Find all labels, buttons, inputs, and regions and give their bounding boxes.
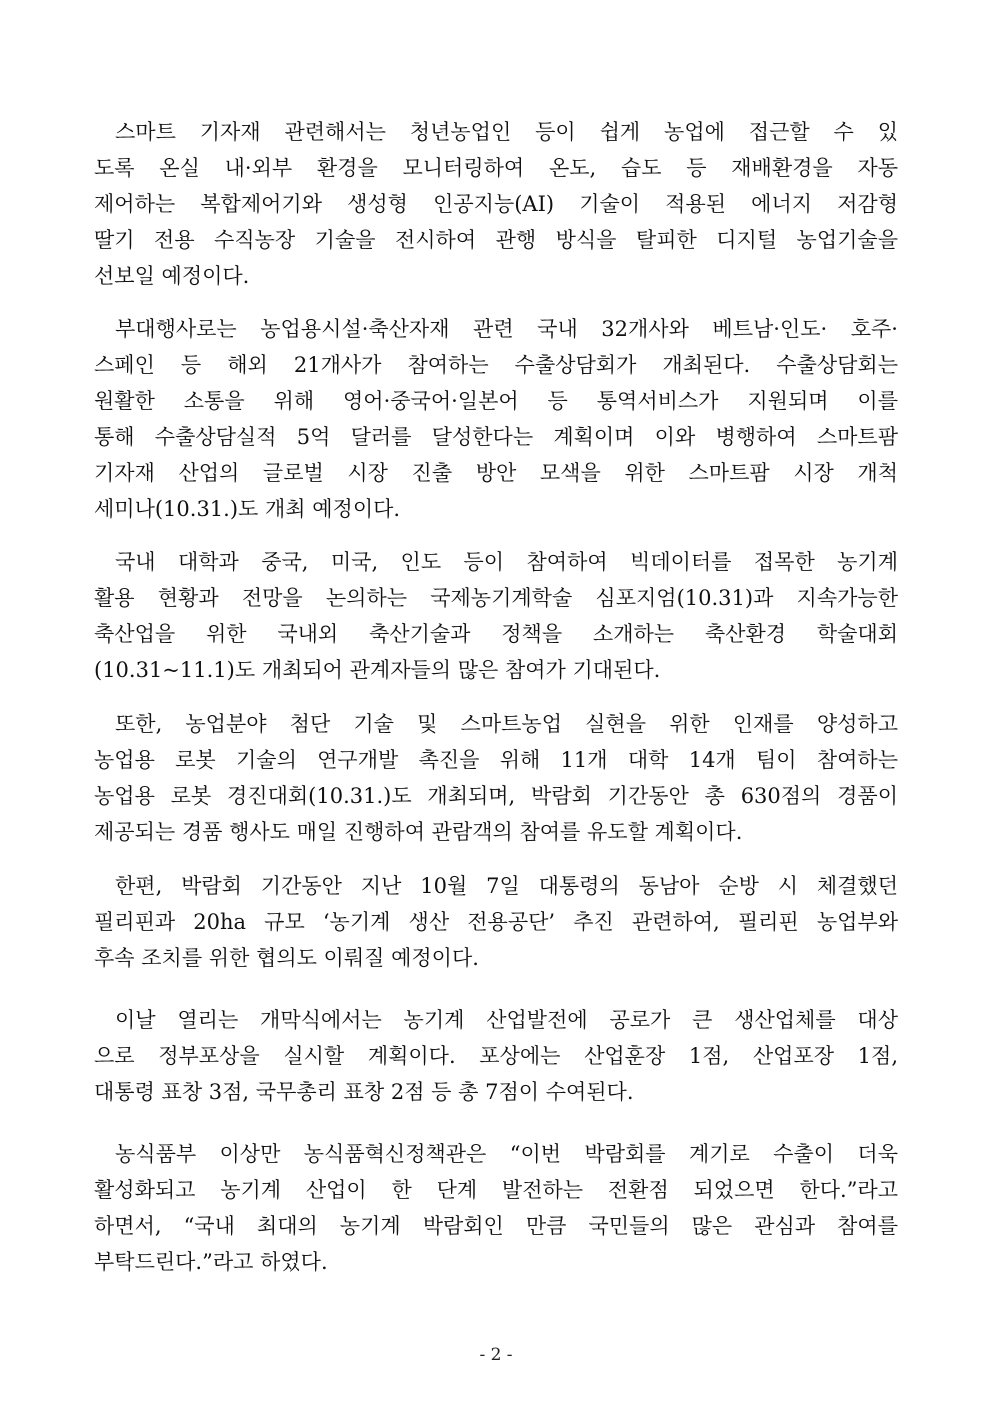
text-line: 대통령 표창 3점, 국무총리 표창 2점 등 총 7점이 수여된다. [94,1080,634,1104]
paragraph-awards [94,1002,898,1110]
text-line: 또한, 농업분야 첨단 기술 및 스마트농업 실현을 위한 인재를 양성하고 [115,712,898,736]
text-line: 농식품부 이상만 농식품혁신정책관은 “이번 박람회를 계기로 수출이 더욱 [115,1142,898,1166]
paragraph-smart-equipment [94,114,898,294]
paragraph-side-events [94,311,898,527]
text-line: 스마트 기자재 관련해서는 청년농업인 등이 쉽게 농업에 접근할 수 있 [115,120,898,144]
paragraph-robot-contest [94,706,898,850]
text-line: 스페인 등 해외 21개사가 참여하는 수출상담회가 개최된다. 수출상담회는 [94,353,898,377]
text-line: 농업용 로봇 경진대회(10.31.)도 개최되며, 박람회 기간동안 총 630점의 경품이 [94,784,898,808]
text-line: 딸기 전용 수직농장 기술을 전시하여 관행 방식을 탈피한 디지털 농업기술을 [94,228,898,252]
paragraph-quote [94,1136,898,1280]
text-line: 원활한 소통을 위해 영어·중국어·일본어 등 통역서비스가 지원되며 이를 [94,389,898,413]
text-line: 기자재 산업의 글로벌 시장 진출 방안 모색을 위한 스마트팜 시장 개척 [94,461,898,485]
text-line: 으로 정부포상을 실시할 계획이다. 포상에는 산업훈장 1점, 산업포장 1점, [94,1044,898,1068]
text-line: 선보일 예정이다. [94,264,250,288]
text-line: 이날 열리는 개막식에서는 농기계 산업발전에 공로가 큰 생산업체를 대상 [115,1008,898,1032]
text-line: 축산업을 위한 국내외 축산기술과 정책을 소개하는 축산환경 학술대회 [94,622,898,646]
text-line: 한편, 박람회 기간동안 지난 10월 7일 대통령의 동남아 순방 시 체결했던 [115,874,898,898]
text-line: 후속 조치를 위한 협의도 이뤄질 예정이다. [94,946,479,970]
text-line: 통해 수출상담실적 5억 달러를 달성한다는 계획이며 이와 병행하여 스마트팜 [94,425,898,449]
text-line: 활성화되고 농기계 산업이 한 단계 발전하는 전환점 되었으면 한다.”라고 [94,1178,898,1202]
text-line: 세미나(10.31.)도 개최 예정이다. [94,497,401,521]
text-line: 농업용 로봇 기술의 연구개발 촉진을 위해 11개 대학 14개 팀이 참여하는 [94,748,898,772]
paragraph-symposium [94,544,898,688]
text-line: 부대행사로는 농업용시설·축산자재 관련 국내 32개사와 베트남·인도· 호주· [115,317,898,341]
text-line: 도록 온실 내·외부 환경을 모니터링하여 온도, 습도 등 재배환경을 자동 [94,156,898,180]
paragraph-philippines [94,868,898,976]
text-line: 활용 현황과 전망을 논의하는 국제농기계학술 심포지엄(10.31)과 지속가능한 [94,586,898,610]
text-line: 필리핀과 20ha 규모 ‘농기계 생산 전용공단’ 추진 관련하여, 필리핀 농업부와 [94,910,898,934]
text-line: 제공되는 경품 행사도 매일 진행하여 관람객의 참여를 유도할 계획이다. [94,820,743,844]
text-line: 국내 대학과 중국, 미국, 인도 등이 참여하여 빅데이터를 접목한 농기계 [115,550,898,574]
text-line: 제어하는 복합제어기와 생성형 인공지능(AI) 기술이 적용된 에너지 저감형 [94,192,898,216]
text-line: 하면서, “국내 최대의 농기계 박람회인 만큼 국민들의 많은 관심과 참여를 [94,1214,898,1238]
text-line: 부탁드린다.”라고 하였다. [94,1250,328,1274]
text-line: (10.31~11.1)도 개최되어 관계자들의 많은 참여가 기대된다. [94,658,661,682]
page-number: - 2 - [479,1345,513,1365]
